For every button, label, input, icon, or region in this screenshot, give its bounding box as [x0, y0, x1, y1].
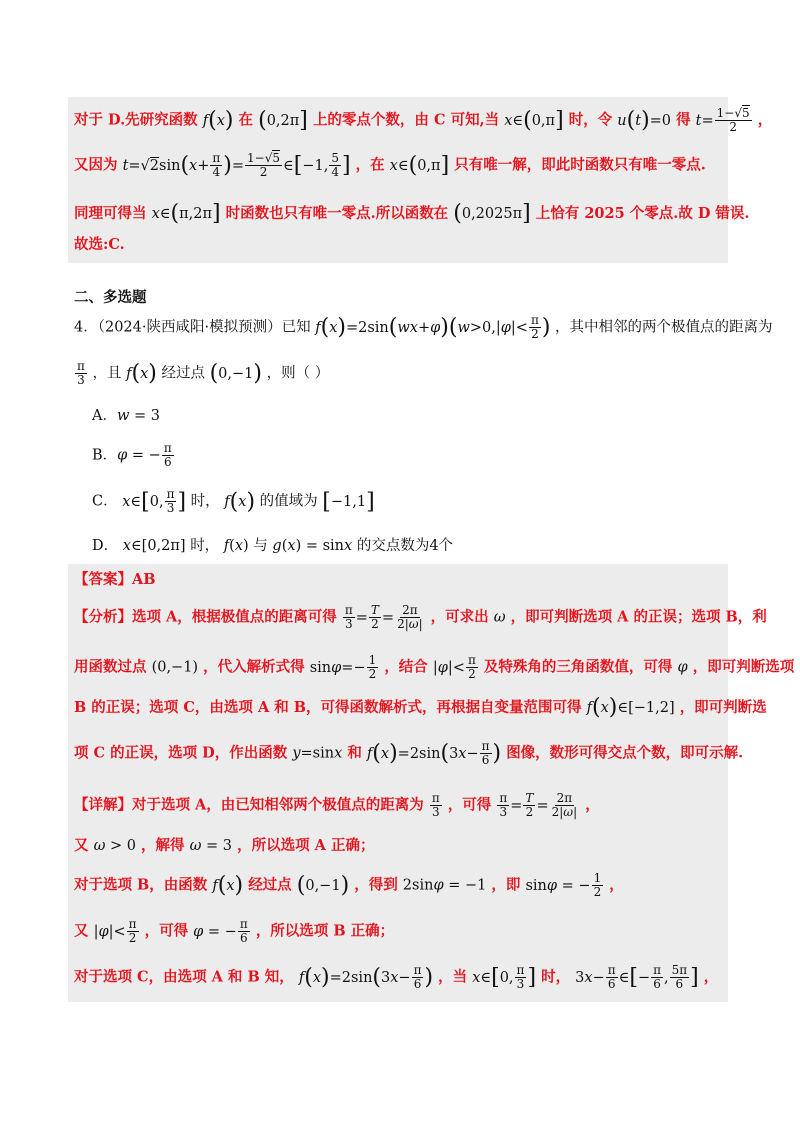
analysis-line-1: 【分析】选项 A，根据极值点的距离可得 $\frac{\pi}{3}$ = $\frac{T}{2}$ = $\frac{2\pi}{2|\omega|}$ ，可求出 ω ，即可判断选项 A 的正误；选项 B，利: [74, 603, 767, 631]
analysis-line-3: B 的正误；选项 C，由选项 A 和 B，可得函数解析式，再根据自变量范围可得 f(x)∈[−1,2] ，即可判断选: [74, 695, 767, 720]
detail-line-1: 【详解】对于选项 A，由已知相邻两个极值点的距离为 $\frac{\pi}{3}$ ，可得 $\frac{\pi}{3}$ = $\frac{T}{2}$ = $\frac{2\pi}{2|\omega|}$ ，: [74, 791, 600, 819]
option-b: B．φ = − $\frac{\pi}{6}$: [92, 441, 172, 469]
top-line-1: 对于 D.先研究函数 f(x) 在 (0,2π] 上的零点个数，由 C 可知,当 x∈(0,π] 时，令 u(t)=0 得 t= $\frac{1-√5}{2}$ ，: [74, 106, 773, 134]
question-stem-line-1: 4．（2024·陕西咸阳·模拟预测）已知 f(x)=2sin(wx+φ)(w>0,|φ|< $\frac{\pi}{2}$ ) ，其中相邻的两个极值点的距离为: [74, 313, 773, 341]
analysis-line-2: 用函数过点 (0,−1) ，代入解析式得 sinφ=− $\frac{1}{2}$ ，结合 |φ|< $\frac{\pi}{2}$ 及特殊角的三角函数值，可得 φ ，即可判断选项: [74, 653, 795, 681]
top-line-3: 同理可得当 x∈(π,2π] 时函数也只有唯一零点.所以函数在 (0,2025π] 上恰有 2025 个零点.故 D 错误.: [74, 201, 750, 226]
analysis-line-4: 项 C 的正误，选项 D，作出函数 y=sinx 和 f(x)=2sin(3x− $\frac{\pi}{6}$ ) 图像，数形可得交点个数，即可示解.: [74, 739, 744, 767]
option-c: C． x∈[0, $\frac{\pi}{3}$ ] 时， f(x) 的值域为 [−1,1]: [92, 487, 375, 515]
top-line-2: 又因为 t=√2sin(x+ $\frac{\pi}{4}$ )= $\frac{1-√5}{2}$ ∈[−1, $\frac{5}{4}$ ] ，在 x∈(0,π] 只有唯一解，即此时函数只有唯一零点.: [74, 151, 706, 179]
detail-line-4: 又 |φ|< $\frac{\pi}{2}$ ，可得 φ = − $\frac{\pi}{6}$ ，所以选项 B 正确；: [74, 917, 395, 945]
question-stem-line-2: $\frac{\pi}{3}$ ，且 f(x) 经过点 (0,−1) ，则（ ）: [77, 359, 330, 387]
detail-line-5: 对于选项 C，由选项 A 和 B 知， f(x)=2sin(3x− $\frac{\pi}{6}$ ) ，当 x∈[0, $\frac{\pi}{3}$ ] 时， 3x− $\frac{\pi}{6}$ ∈[− $\frac{\pi}{6}$ , $\frac{5\pi}{6}$ ] ，: [74, 963, 719, 991]
detail-line-2: 又 ω > 0 ，解得 ω = 3 ，所以选项 A 正确；: [74, 837, 375, 854]
top-line-4: 故选:C.: [74, 236, 125, 253]
option-a: A．w = 3: [92, 408, 160, 424]
detail-line-3: 对于选项 B，由函数 f(x) 经过点 (0,−1) ，得到 2sinφ = −1 ，即 sinφ = − $\frac{1}{2}$ ，: [74, 871, 624, 899]
option-d: D． x∈[0,2π] 时， f(x) 与 g(x) = sinx 的交点数为4个: [92, 538, 454, 554]
answer-label: 【答案】AB: [74, 571, 156, 588]
section-title: 二、多选题: [74, 289, 147, 306]
